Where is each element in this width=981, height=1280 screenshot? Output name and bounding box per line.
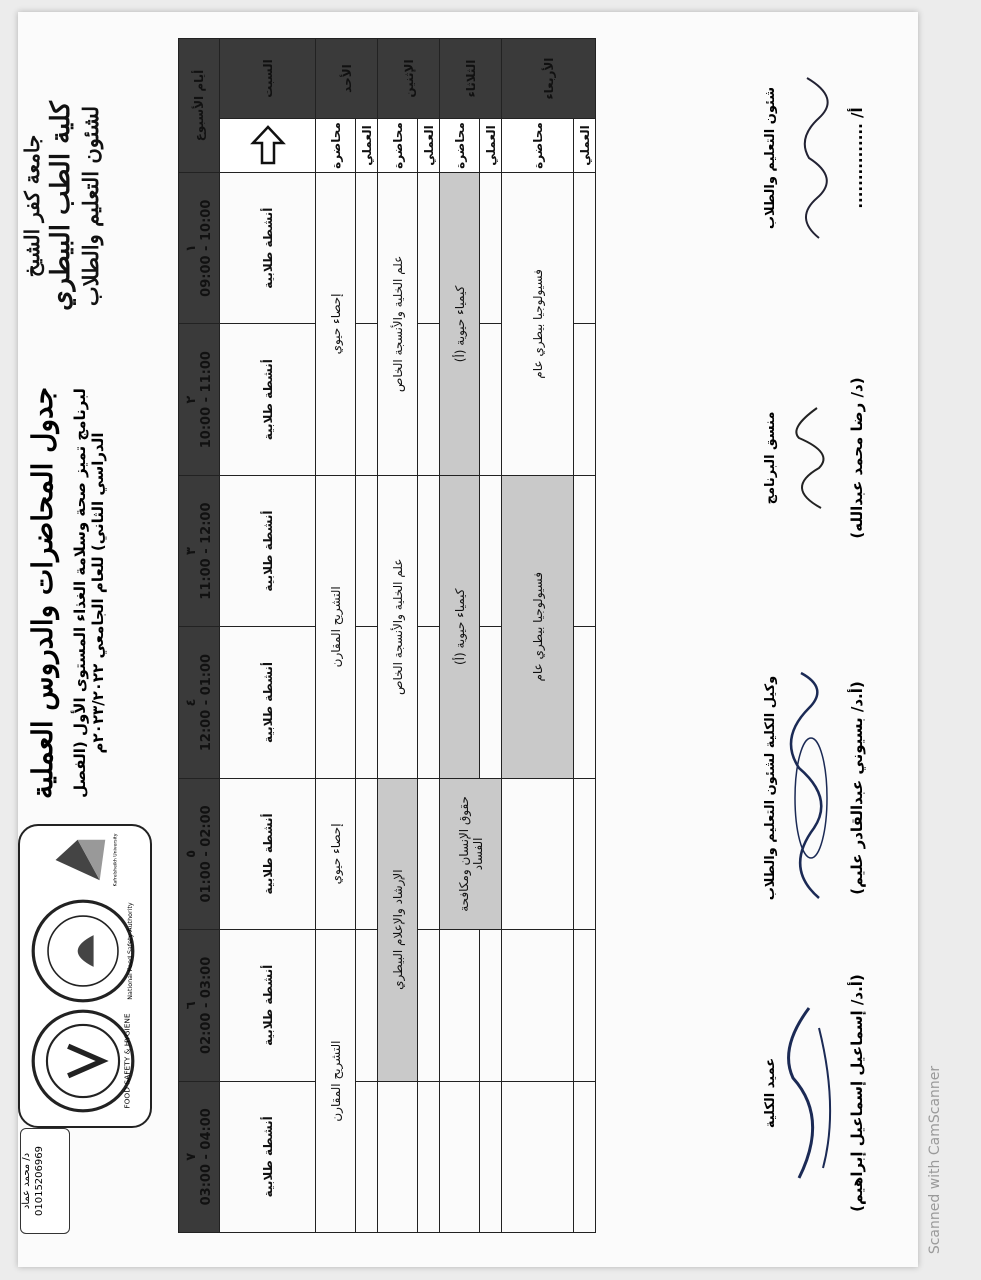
sunday-lecture-p6-7: التشريح المقارن — [316, 930, 356, 1233]
kafrelsheikh-university-logo — [50, 832, 120, 888]
saturday-period-4: أنشطة طلابية — [220, 627, 316, 778]
period-header-2: ٢ 10:00 - 11:00 — [179, 324, 220, 475]
camscanner-watermark — [920, 1040, 950, 1280]
day-wednesday: الأربعاء — [502, 39, 596, 119]
stamp-line-1: د/ محمد عماد — [21, 1152, 32, 1210]
monday-lecture-p7 — [378, 1081, 418, 1232]
watermark-text: Scanned with CamScanner — [927, 1065, 943, 1255]
signature-dean-name: (أ.د/ إسماعيل إسماعيل إبراهيم) — [848, 974, 866, 1212]
signature-coordinator-role: منسق البرنامج — [763, 411, 778, 505]
wednesday-practical-p2 — [574, 324, 596, 475]
affairs-name: لشئون التعليم والطلاب — [77, 105, 103, 307]
handwritten-signature-4 — [779, 978, 843, 1198]
sunday-lecture-row — [316, 39, 356, 1233]
faculty-name: كلية الطب البيطري — [46, 101, 76, 311]
svg-text:FOOD SAFETY & HYGIENE: FOOD SAFETY & HYGIENE — [122, 1013, 132, 1109]
monday-lecture-p3-4: علم الخلية والأنسجة الخاص — [378, 475, 418, 778]
sunday-practical-label: العملي — [356, 119, 378, 173]
wednesday-lecture-p5 — [502, 778, 574, 929]
handwritten-signature-2 — [779, 368, 839, 548]
monday-practical-p2 — [418, 324, 440, 475]
tuesday-practical-p7 — [480, 1081, 502, 1232]
saturday-arrow-cell — [220, 119, 316, 173]
tuesday-lecture-p1-2: كيمياء حيوية (أ) — [440, 173, 480, 476]
sunday-practical-p7 — [356, 1081, 378, 1232]
tuesday-practical-label: العملي — [480, 119, 502, 173]
schedule-document — [18, 38, 918, 1238]
day-tuesday: الثلاثاء — [440, 39, 502, 119]
tuesday-practical-p3 — [480, 475, 502, 626]
monday-lecture-p5-6: الإرشاد والإعلام البيطري — [378, 778, 418, 1081]
signature-affairs-role: شئون التعليم والطلاب — [763, 86, 778, 230]
signature-affairs — [763, 38, 866, 278]
svg-text:National Food Safety Authority: National Food Safety Authority — [126, 902, 134, 1000]
period-header-4: ٤ 12:00 - 01:00 — [179, 627, 220, 778]
signature-coordinator-name: (د/ رضا محمد عبدالله) — [848, 377, 866, 539]
logos-frame — [18, 824, 152, 1128]
period-header-7: ٧ 03:00 - 04:00 — [179, 1081, 220, 1232]
sunday-lecture-p1-2: إحصاء حيوي — [316, 173, 356, 476]
tuesday-practical-p6 — [480, 930, 502, 1081]
period-header-6: ٦ 02:00 - 03:00 — [179, 930, 220, 1081]
handwritten-signature-3 — [779, 668, 843, 908]
schedule-subtitle: لبرنامج تميز صحة وسلامة الغذاء المستوى الأول (الفصل الدراسي الثاني) للعام الجامعي ٢٠٢٣/٢٠٢٢م — [71, 388, 107, 798]
monday-practical-row — [418, 39, 440, 1233]
monday-lecture-p1-2: علم الخلية والأنسجة الخاص — [378, 173, 418, 476]
monday-practical-p7 — [418, 1081, 440, 1232]
tuesday-practical-p4 — [480, 627, 502, 778]
saturday-period-7: أنشطة طلابية — [220, 1081, 316, 1232]
authority-seal-logo — [30, 898, 136, 1004]
wednesday-practical-p5 — [574, 778, 596, 929]
monday-practical-p1 — [418, 173, 440, 324]
tuesday-practical-p2 — [480, 324, 502, 475]
sunday-practical-p3 — [356, 475, 378, 626]
doctor-stamp — [20, 1128, 70, 1234]
university-name: جامعة كفر الشيخ — [20, 134, 44, 278]
monday-practical-p3 — [418, 475, 440, 626]
wednesday-practical-p3 — [574, 475, 596, 626]
wednesday-practical-p6 — [574, 930, 596, 1081]
sunday-practical-p1 — [356, 173, 378, 324]
signature-dean-role: عميد الكلية — [763, 1057, 778, 1129]
monday-practical-p5 — [418, 778, 440, 929]
schedule-title-block — [26, 378, 107, 808]
sunday-practical-p6 — [356, 930, 378, 1081]
period-header-5: ٥ 01:00 - 02:00 — [179, 778, 220, 929]
saturday-period-3: أنشطة طلابية — [220, 475, 316, 626]
monday-lecture-label: محاضرة — [378, 119, 418, 173]
sunday-practical-p5 — [356, 778, 378, 929]
monday-practical-label: العملي — [418, 119, 440, 173]
schedule-title: جدول المحاضرات والدروس العملية — [26, 386, 59, 800]
saturday-period-1: أنشطة طلابية — [220, 173, 316, 324]
saturday-period-5: أنشطة طلابية — [220, 778, 316, 929]
tuesday-lecture-p5: حقوق الإنسان ومكافحة الفساد — [440, 778, 502, 929]
wednesday-lecture-row — [502, 39, 574, 1233]
wednesday-practical-row — [574, 39, 596, 1233]
sunday-practical-p4 — [356, 627, 378, 778]
arrow-right-icon — [249, 124, 287, 168]
sunday-practical-row — [356, 39, 378, 1233]
wednesday-lecture-p1-2: فسيولوجيا بيطري عام — [502, 173, 574, 476]
institution-header — [20, 46, 104, 366]
day-saturday: السبت — [220, 39, 316, 119]
wednesday-practical-p7 — [574, 1081, 596, 1232]
signature-vice-dean-role: وكيل الكلية لشئون التعليم والطلاب — [763, 675, 778, 901]
wednesday-lecture-p7 — [502, 1081, 574, 1232]
sunday-lecture-p3-4: التشريح المقارن — [316, 475, 356, 778]
wednesday-lecture-p6 — [502, 930, 574, 1081]
tuesday-lecture-p7 — [440, 1081, 480, 1232]
stamp-line-2: 01015206969 — [33, 1146, 45, 1216]
wednesday-practical-p1 — [574, 173, 596, 324]
table-header-row — [179, 39, 220, 1233]
period-header-1: ١ 09:00 - 10:00 — [179, 173, 220, 324]
tuesday-lecture-row — [440, 39, 480, 1233]
period-header-3: ٣ 11:00 - 12:00 — [179, 475, 220, 626]
tuesday-practical-row — [480, 39, 502, 1233]
tuesday-lecture-p6 — [440, 930, 480, 1081]
wednesday-lecture-label: محاضرة — [502, 119, 574, 173]
tuesday-lecture-label: محاضرة — [440, 119, 480, 173]
monday-practical-p4 — [418, 627, 440, 778]
sunday-lecture-p5: إحصاء حيوي — [316, 778, 356, 929]
saturday-row — [220, 39, 316, 1233]
sunday-lecture-label: محاضرة — [316, 119, 356, 173]
signature-vice-dean — [763, 638, 866, 938]
signature-affairs-name: أ/ ............... — [848, 107, 866, 209]
saturday-period-6: أنشطة طلابية — [220, 930, 316, 1081]
saturday-period-2: أنشطة طلابية — [220, 324, 316, 475]
tuesday-lecture-p3-4: كيمياء حيوية (أ) — [440, 475, 480, 778]
tuesday-practical-p1 — [480, 173, 502, 324]
signatures-footer — [763, 38, 913, 1238]
schedule-table — [178, 38, 596, 1233]
svg-text:Kafrelsheikh University: Kafrelsheikh University — [113, 833, 119, 887]
handwritten-signature-1 — [779, 68, 839, 248]
days-corner-header: أيام الأسبوع — [179, 39, 220, 173]
wednesday-practical-p4 — [574, 627, 596, 778]
monday-practical-p6 — [418, 930, 440, 1081]
signature-vice-dean-name: (أ.د/ بسيوني عبدالقادر عليم) — [848, 681, 866, 895]
wednesday-lecture-p3-4: فسيولوجيا بيطري عام — [502, 475, 574, 778]
signature-coordinator — [763, 338, 866, 578]
sunday-practical-p2 — [356, 324, 378, 475]
signature-dean — [763, 958, 866, 1228]
day-monday: الإثنين — [378, 39, 440, 119]
day-sunday: الأحد — [316, 39, 378, 119]
monday-lecture-row — [378, 39, 418, 1233]
wednesday-practical-label: العملي — [574, 119, 596, 173]
food-hygiene-logo — [30, 1008, 136, 1114]
